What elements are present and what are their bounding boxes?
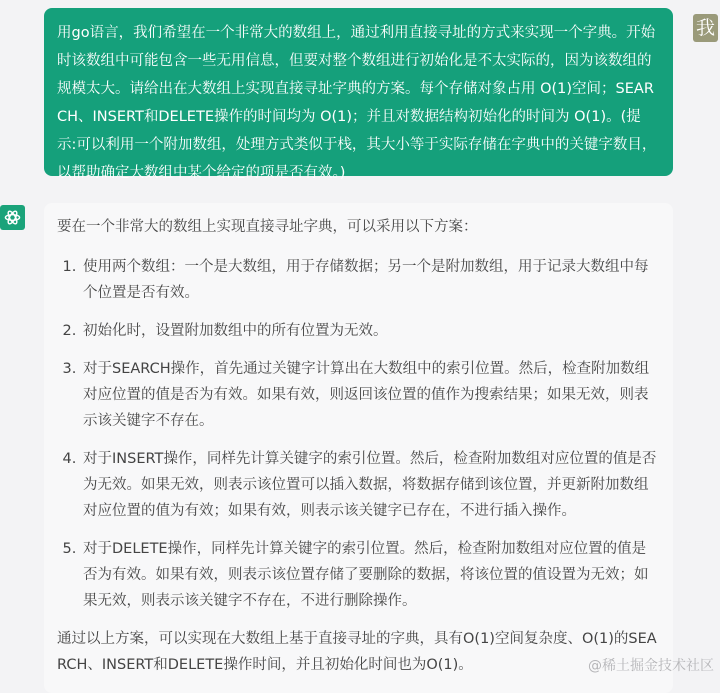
assistant-avatar [0, 205, 25, 230]
list-item: 1. 使用两个数组：一个是大数组，用于存储数据；另一个是附加数组，用于记录大数组中每个位置是否有效。 [81, 254, 660, 306]
list-item: 5. 对于DELETE操作，同样先计算关键字的索引位置。然后，检查附加数组对应位置的值是否为有效。如果有效，则表示该位置存储了要删除的数据，将该位置的值设置为无效；如果无效，则表示该关键字不存在，不进行删除操作。 [81, 536, 660, 614]
list-item: 4. 对于INSERT操作，同样先计算关键字的索引位置。然后，检查附加数组对应位置的值是否为无效。如果无效，则表示该位置可以插入数据，将数据存储到该位置，并更新附加数组对应位置的值为有效；如果有效，则表示该关键字已存在，不进行插入操作。 [81, 446, 660, 524]
openai-logo-icon [4, 209, 21, 226]
assistant-message-bubble [44, 203, 673, 693]
list-item: 3. 对于SEARCH操作，首先通过关键字计算出在大数组中的索引位置。然后，检查附加数组对应位置的值是否为有效。如果有效，则返回该位置的值作为搜索结果；如果无效，则表示该关键字不存在。 [81, 356, 660, 434]
assistant-intro: 要在一个非常大的数组上实现直接寻址字典，可以采用以下方案： [57, 219, 478, 235]
assistant-outro: 通过以上方案，可以实现在大数组上基于直接寻址的字典，具有O(1)空间复杂度、O(1)的SEARCH、INSERT和DELETE操作时间，并且初始化时间也为O(1)。 [57, 631, 657, 673]
solution-steps-list [57, 254, 660, 614]
user-message-text: 用go语言，我们希望在一个非常大的数组上，通过利用直接寻址的方式来实现一个字典。开始时该数组中可能包含一些无用信息，但要对整个数组进行初始化是不太实际的，因为该数组的规模太大。请给出在大数组上实现直接寻址字典的方案。每个存储对象占用 O(1)空间；SEARCH、INSERT和DELETE操作的时间均为 O(1)；并且对数据结构初始化的时间为 O(1)。(提示:可以利用一个附加数组，处理方式类似于栈，其大小等于实际存储在字典中的关键字数目，以帮助确定大数组中某个给定的项是否有效。) [57, 25, 657, 181]
list-item: 2. 初始化时，设置附加数组中的所有位置为无效。 [81, 318, 660, 344]
user-message-bubble [44, 8, 673, 181]
watermark: @稀土掘金技术社区 [588, 658, 714, 674]
user-avatar: 我 [693, 14, 718, 42]
